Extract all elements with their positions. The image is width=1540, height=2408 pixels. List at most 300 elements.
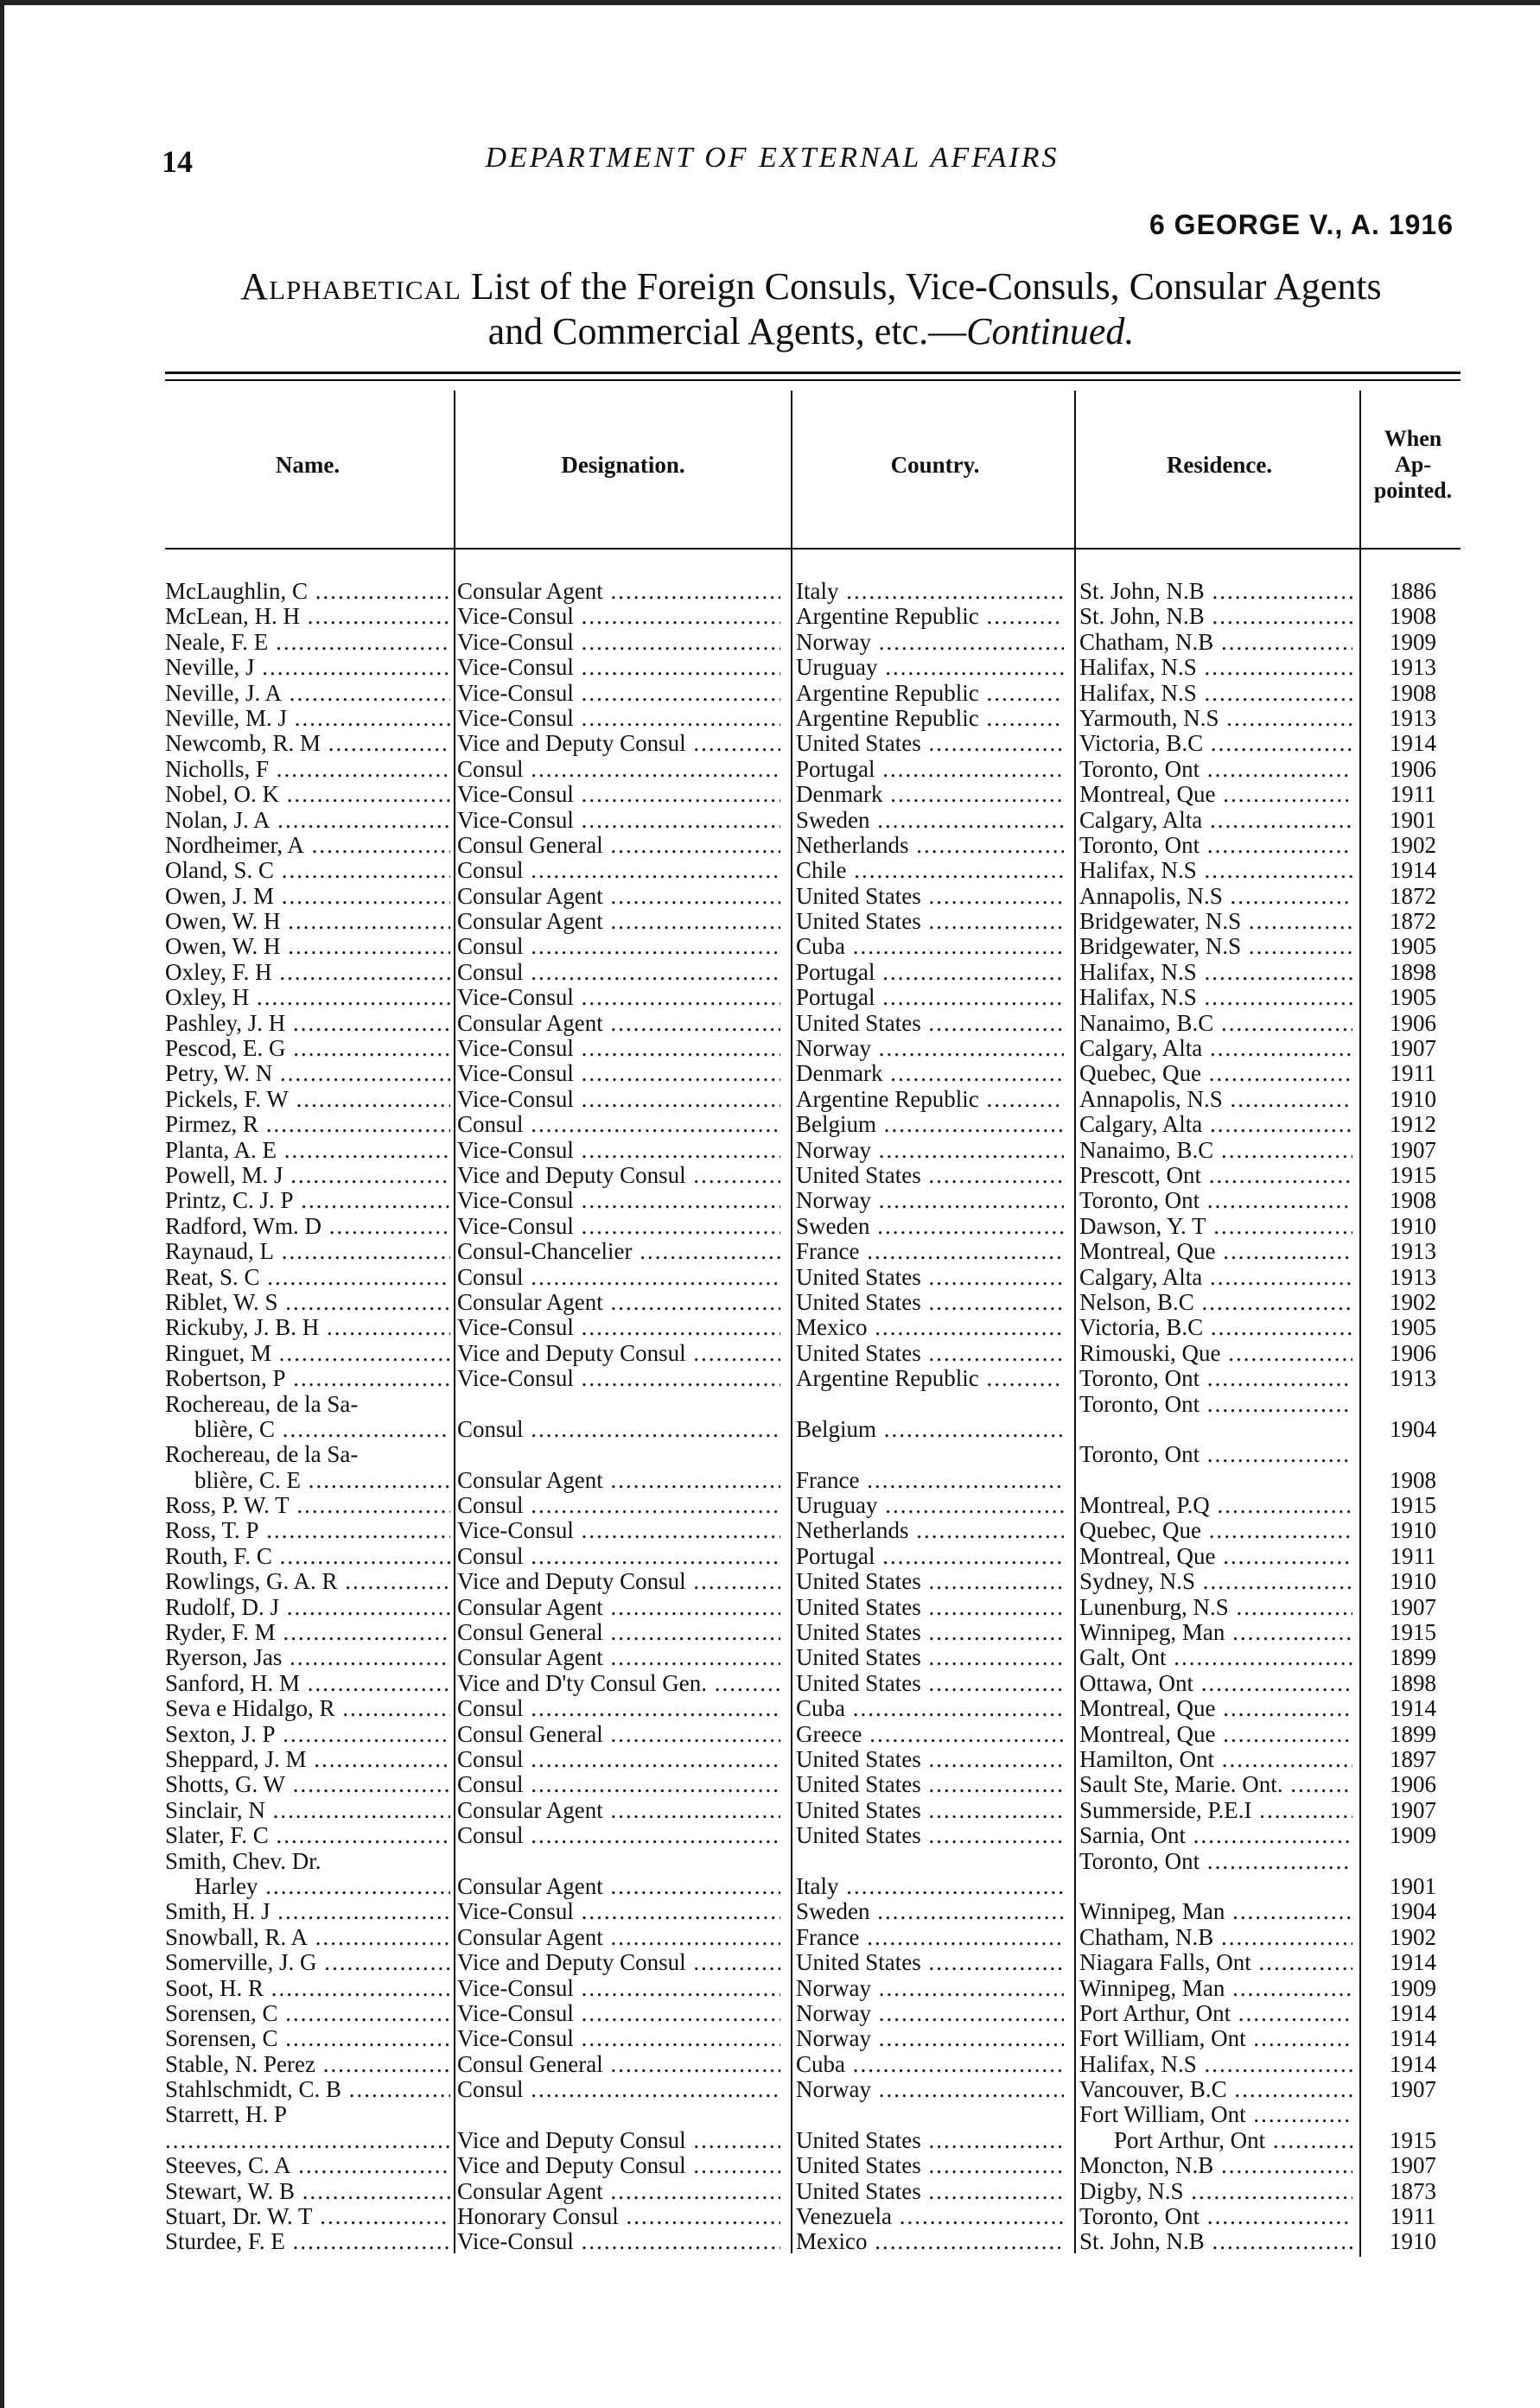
cell-year (1361, 1671, 1465, 1696)
year: 1899 (1390, 1721, 1436, 1747)
cell-country (796, 1214, 1064, 1239)
designation: Consul ..... (457, 960, 780, 985)
designation: Consul ..... (457, 1823, 780, 1848)
cell-name (165, 655, 450, 680)
cell-name (165, 630, 450, 655)
when-line-3: pointed. (1373, 478, 1453, 503)
table-row (165, 782, 1465, 807)
designation: Vice-Consul ..... (457, 706, 780, 731)
cell-residence (1079, 2204, 1352, 2229)
residence: St. John, N.B ..... (1079, 2229, 1352, 2254)
cell-residence (1079, 909, 1352, 934)
table-row (165, 2052, 1465, 2077)
cell-country (796, 1620, 1064, 1645)
country: United States ..... (796, 884, 1064, 909)
name: Sanford, H. M ..... (165, 1671, 450, 1696)
residence: St. John, N.B ..... (1079, 579, 1352, 604)
cell-country (796, 1595, 1064, 1620)
cell-residence (1079, 1188, 1352, 1213)
name: Slater, F. C ..... (165, 1823, 450, 1848)
cell-residence (1079, 1061, 1352, 1086)
table-row (165, 604, 1465, 629)
year: 1915 (1390, 1162, 1436, 1188)
country: Norway ..... (796, 630, 1064, 655)
residence: Chatham, N.B ..... (1079, 630, 1352, 655)
cell-year (1361, 1645, 1465, 1670)
cell-country (796, 579, 1064, 604)
designation: Vice-Consul ..... (457, 655, 780, 680)
residence: Halifax, N.S ..... (1079, 985, 1352, 1010)
residence: Ottawa, Ont ..... (1079, 1671, 1352, 1696)
cell-country (796, 2026, 1064, 2051)
cell-name (165, 1087, 450, 1112)
year: 1902 (1390, 832, 1436, 858)
cell-country (796, 1645, 1064, 1670)
cell-year (1361, 2229, 1465, 2254)
name: Shotts, G. W ..... (165, 1772, 450, 1797)
cell-residence (1079, 1696, 1352, 1721)
name: Stewart, W. B ..... (165, 2179, 450, 2204)
cell-name (165, 1366, 450, 1391)
cell-country (796, 2001, 1064, 2026)
table-row (165, 1747, 1465, 1772)
cell-country (796, 934, 1064, 959)
cell-residence (1079, 1290, 1352, 1315)
cell-designation (457, 2153, 780, 2178)
cell-name (165, 858, 450, 883)
cell-designation (457, 1011, 780, 1036)
year: 1911 (1390, 2204, 1436, 2230)
cell-designation (457, 884, 780, 909)
cell-designation (457, 1239, 780, 1264)
cell-residence (1079, 1036, 1352, 1061)
name: Nobel, O. K ..... (165, 782, 450, 807)
designation: Vice-Consul ..... (457, 1899, 780, 1924)
cell-residence (1079, 2179, 1352, 2204)
year: 1911 (1390, 782, 1436, 808)
cell-designation (457, 1493, 780, 1518)
cell-designation (457, 655, 780, 680)
year: 1907 (1390, 2077, 1436, 2103)
country: Denmark ..... (796, 1061, 1064, 1086)
cell-country (796, 2153, 1064, 2178)
designation: Vice-Consul ..... (457, 2026, 780, 2051)
name: Somerville, J. G ..... (165, 1950, 450, 1975)
country: Netherlands ..... (796, 833, 1064, 858)
table-row (165, 630, 1465, 655)
cell-designation (457, 2102, 780, 2153)
residence: Winnipeg, Man ..... (1079, 1620, 1352, 1645)
year: 1909 (1390, 629, 1436, 655)
year: 1910 (1390, 1213, 1436, 1239)
cell-country (796, 1442, 1064, 1493)
residence: Quebec, Que ..... (1079, 1061, 1352, 1086)
table-row (165, 833, 1465, 858)
table-row (165, 884, 1465, 909)
cell-designation (457, 1950, 780, 1975)
cell-designation (457, 1366, 780, 1391)
country: United States ..... (796, 1011, 1064, 1036)
cell-name (165, 2052, 450, 2077)
designation: Vice and Deputy Consul ..... (457, 1163, 780, 1188)
designation: Consular Agent ..... (457, 909, 780, 934)
country: Argentine Republic ..... (796, 1366, 1064, 1391)
cell-name (165, 1239, 450, 1264)
cell-name (165, 1265, 450, 1290)
designation: Consul General ..... (457, 833, 780, 858)
cell-year (1361, 1011, 1465, 1036)
cell-name (165, 2077, 450, 2102)
country: United States ..... (796, 2179, 1064, 2204)
cell-residence (1079, 1366, 1352, 1391)
designation: Consul General ..... (457, 2052, 780, 2077)
name: Ryerson, Jas ..... (165, 1645, 450, 1670)
cell-designation (457, 1341, 780, 1366)
cell-name (165, 909, 450, 934)
table-row (165, 1392, 1465, 1443)
cell-designation (457, 731, 780, 756)
designation: Consul ..... (457, 1493, 780, 1518)
table-row (165, 1061, 1465, 1086)
cell-name (165, 985, 450, 1010)
country: Argentine Republic ..... (796, 604, 1064, 629)
designation: Vice-Consul ..... (457, 1315, 780, 1340)
table-row (165, 681, 1465, 706)
cell-name (165, 1671, 450, 1696)
year: 1906 (1390, 1010, 1436, 1036)
cell-designation (457, 1976, 780, 2001)
cell-residence (1079, 579, 1352, 604)
cell-year (1361, 1138, 1465, 1163)
country: Portugal ..... (796, 1544, 1064, 1569)
country: France ..... (796, 1468, 1064, 1493)
name: Stahlschmidt, C. B ..... (165, 2077, 450, 2102)
cell-residence (1079, 1442, 1352, 1493)
designation: Consular Agent ..... (457, 1645, 780, 1670)
table-row (165, 1595, 1465, 1620)
cell-year (1361, 1747, 1465, 1772)
cell-name (165, 1747, 450, 1772)
table-row (165, 1925, 1465, 1950)
cell-designation (457, 1696, 780, 1721)
cell-name (165, 2026, 450, 2051)
name-continued: blière, C ..... (194, 1417, 450, 1442)
name: Neville, J. A ..... (165, 681, 450, 706)
year: 1913 (1390, 1366, 1436, 1392)
cell-residence (1079, 1315, 1352, 1340)
year: 1908 (1390, 680, 1436, 706)
cell-year (1361, 2102, 1465, 2153)
name: Powell, M. J ..... (165, 1163, 450, 1188)
residence: Toronto, Ont ..... (1079, 1442, 1352, 1467)
table-row (165, 1798, 1465, 1823)
name: Starrett, H. P ..... (165, 2102, 450, 2152)
cell-year (1361, 757, 1465, 782)
table-row (165, 1645, 1465, 1670)
cell-designation (457, 2077, 780, 2102)
name: Sorensen, C ..... (165, 2026, 450, 2051)
residence-second: Port Arthur, Ont ..... (1079, 2128, 1352, 2153)
cell-country (796, 681, 1064, 706)
cell-year (1361, 706, 1465, 731)
cell-country (796, 1290, 1064, 1315)
residence: Calgary, Alta ..... (1079, 808, 1352, 833)
country: United States ..... (796, 1595, 1064, 1620)
cell-designation (457, 1772, 780, 1797)
cell-country (796, 1899, 1064, 1924)
country: United States ..... (796, 1620, 1064, 1645)
table-row (165, 1442, 1465, 1493)
cell-year (1361, 1620, 1465, 1645)
name: Pescod, E. G ..... (165, 1036, 450, 1061)
cell-country (796, 1569, 1064, 1594)
name: Smith, Chev. Dr. (165, 1848, 321, 1874)
table-row (165, 1976, 1465, 2001)
table-row (165, 1772, 1465, 1797)
country: Cuba ..... (796, 1696, 1064, 1721)
country: Denmark ..... (796, 782, 1064, 807)
cell-year (1361, 1772, 1465, 1797)
cell-designation (457, 630, 780, 655)
name: Oxley, H ..... (165, 985, 450, 1010)
cell-designation (457, 1747, 780, 1772)
title-line2: and Commercial Agents, etc.— (487, 310, 967, 353)
cell-name (165, 1569, 450, 1594)
residence: Toronto, Ont ..... (1079, 1849, 1352, 1874)
name: McLaughlin, C ..... (165, 579, 450, 604)
cell-year (1361, 1239, 1465, 1264)
table-row (165, 1265, 1465, 1290)
country: United States ..... (796, 1645, 1064, 1670)
residence: Montreal, Que ..... (1079, 1239, 1352, 1264)
cell-country (796, 1823, 1064, 1848)
cell-name (165, 1214, 450, 1239)
residence: Montreal, Que ..... (1079, 782, 1352, 807)
cell-name (165, 1645, 450, 1670)
name: Stable, N. Perez ..... (165, 2052, 450, 2077)
residence: Annapolis, N.S ..... (1079, 884, 1352, 909)
cell-designation (457, 1925, 780, 1950)
table-row (165, 808, 1465, 833)
cell-residence (1079, 2001, 1352, 2026)
cell-country (796, 960, 1064, 985)
designation: Consular Agent ..... (457, 579, 780, 604)
country: United States ..... (796, 1798, 1064, 1823)
year: 1908 (1390, 604, 1436, 630)
cell-year (1361, 579, 1465, 604)
designation: Vice-Consul ..... (457, 782, 780, 807)
country: Sweden ..... (796, 808, 1064, 833)
table-top-rule-2 (165, 379, 1460, 381)
designation: Vice and Deputy Consul ..... (457, 1341, 780, 1366)
cell-designation (457, 1061, 780, 1086)
residence: Sarnia, Ont ..... (1079, 1823, 1352, 1848)
name: Ross, P. W. T ..... (165, 1493, 450, 1518)
residence: Calgary, Alta ..... (1079, 1036, 1352, 1061)
year: 1906 (1390, 756, 1436, 782)
residence: Lunenburg, N.S ..... (1079, 1595, 1352, 1620)
cell-country (796, 2077, 1064, 2102)
country: Netherlands ..... (796, 1518, 1064, 1543)
table-row (165, 2102, 1465, 2153)
designation: Vice-Consul ..... (457, 681, 780, 706)
table-row (165, 655, 1465, 680)
designation: Consular Agent ..... (457, 1925, 780, 1950)
cell-name (165, 1823, 450, 1848)
table-row (165, 1950, 1465, 1975)
designation: Consul ..... (457, 1112, 780, 1137)
residence: Montreal, P.Q ..... (1079, 1493, 1352, 1518)
designation: Consul ..... (457, 757, 780, 782)
cell-designation (457, 1620, 780, 1645)
cell-country (796, 1518, 1064, 1543)
designation: Vice and Deputy Consul ..... (457, 2153, 780, 2178)
cell-residence (1079, 2026, 1352, 2051)
cell-name (165, 2229, 450, 2254)
name: Neville, M. J ..... (165, 706, 450, 731)
cell-year (1361, 630, 1465, 655)
country: United States ..... (796, 1163, 1064, 1188)
table-row (165, 1036, 1465, 1061)
cell-name (165, 1899, 450, 1924)
cell-country (796, 2229, 1064, 2254)
name: Rickuby, J. B. H ..... (165, 1315, 450, 1340)
name: Nordheimer, A ..... (165, 833, 450, 858)
residence: Montreal, Que ..... (1079, 1722, 1352, 1747)
year: 1899 (1390, 1645, 1436, 1671)
cell-designation (457, 1138, 780, 1163)
cell-name (165, 706, 450, 731)
cell-country (796, 2052, 1064, 2077)
country: Argentine Republic ..... (796, 681, 1064, 706)
cell-designation (457, 1899, 780, 1924)
year: 1914 (1390, 2026, 1436, 2052)
designation: Consul ..... (457, 2077, 780, 2102)
name: Rochereau, de la Sa- (165, 1391, 359, 1417)
residence: Halifax, N.S ..... (1079, 858, 1352, 883)
cell-year (1361, 1341, 1465, 1366)
country: Norway ..... (796, 1976, 1064, 2001)
table-row (165, 1341, 1465, 1366)
cell-year (1361, 2001, 1465, 2026)
designation: Vice-Consul ..... (457, 2229, 780, 2254)
table-row (165, 1518, 1465, 1543)
cell-name (165, 1112, 450, 1137)
cell-designation (457, 1036, 780, 1061)
cell-year (1361, 1899, 1465, 1924)
cell-year (1361, 985, 1465, 1010)
cell-year (1361, 1214, 1465, 1239)
residence: Nanaimo, B.C ..... (1079, 1011, 1352, 1036)
cell-year (1361, 2204, 1465, 2229)
country: France ..... (796, 1239, 1064, 1264)
country: Sweden ..... (796, 1214, 1064, 1239)
table-row (165, 1493, 1465, 1518)
cell-designation (457, 1442, 780, 1493)
residence: Halifax, N.S ..... (1079, 960, 1352, 985)
cell-name (165, 2204, 450, 2229)
cell-residence (1079, 731, 1352, 756)
cell-year (1361, 1036, 1465, 1061)
cell-designation (457, 1265, 780, 1290)
table-row (165, 1315, 1465, 1340)
cell-designation (457, 2001, 780, 2026)
cell-designation (457, 1518, 780, 1543)
cell-designation (457, 2204, 780, 2229)
designation: Consul-Chancelier ..... (457, 1239, 780, 1264)
cell-designation (457, 1214, 780, 1239)
name: Newcomb, R. M ..... (165, 731, 450, 756)
cell-year (1361, 1290, 1465, 1315)
year: 1913 (1390, 1239, 1436, 1265)
designation: Vice-Consul ..... (457, 2001, 780, 2026)
cell-designation (457, 1188, 780, 1213)
country: Norway ..... (796, 2077, 1064, 2102)
cell-residence (1079, 1823, 1352, 1848)
table-row (165, 2026, 1465, 2051)
residence: Port Arthur, Ont ..... (1079, 2001, 1352, 2026)
designation: Vice and Deputy Consul ..... (457, 731, 780, 756)
residence: Prescott, Ont ..... (1079, 1163, 1352, 1188)
cell-name (165, 681, 450, 706)
residence: St. John, N.B ..... (1079, 604, 1352, 629)
designation: Vice-Consul ..... (457, 1087, 780, 1112)
year: 1907 (1390, 1137, 1436, 1163)
cell-year (1361, 833, 1465, 858)
country: United States ..... (796, 1265, 1064, 1290)
cell-year (1361, 884, 1465, 909)
cell-country (796, 1493, 1064, 1518)
residence: Digby, N.S ..... (1079, 2179, 1352, 2204)
cell-year (1361, 808, 1465, 833)
designation: Vice-Consul ..... (457, 1518, 780, 1543)
name: Ringuet, M ..... (165, 1341, 450, 1366)
cell-designation (457, 706, 780, 731)
residence: Toronto, Ont ..... (1079, 1366, 1352, 1391)
cell-designation (457, 858, 780, 883)
name: Snowball, R. A ..... (165, 1925, 450, 1950)
year: 1872 (1390, 909, 1436, 935)
cell-country (796, 1087, 1064, 1112)
cell-name (165, 1620, 450, 1645)
cell-country (796, 2204, 1064, 2229)
residence: Montreal, Que ..... (1079, 1696, 1352, 1721)
cell-country (796, 1341, 1064, 1366)
cell-country (796, 782, 1064, 807)
cell-country (796, 1315, 1064, 1340)
cell-year (1361, 1087, 1465, 1112)
table-row (165, 731, 1465, 756)
country: Greece ..... (796, 1722, 1064, 1747)
cell-year (1361, 1442, 1465, 1493)
year: 1913 (1390, 1264, 1436, 1290)
table-row (165, 1011, 1465, 1036)
residence: Nanaimo, B.C ..... (1079, 1138, 1352, 1163)
cell-residence (1079, 655, 1352, 680)
cell-year (1361, 1315, 1465, 1340)
table-row (165, 2153, 1465, 2178)
cell-country (796, 1188, 1064, 1213)
cell-name (165, 1544, 450, 1569)
running-head: DEPARTMENT OF EXTERNAL AFFAIRS (485, 142, 1060, 174)
table-header (165, 382, 1465, 548)
residence: Bridgewater, N.S ..... (1079, 934, 1352, 959)
cell-country (796, 1696, 1064, 1721)
country: United States ..... (796, 1747, 1064, 1772)
cell-name (165, 808, 450, 833)
designation: Vice and D'ty Consul Gen. ..... (457, 1671, 780, 1696)
designation: Consular Agent ..... (457, 1874, 780, 1899)
